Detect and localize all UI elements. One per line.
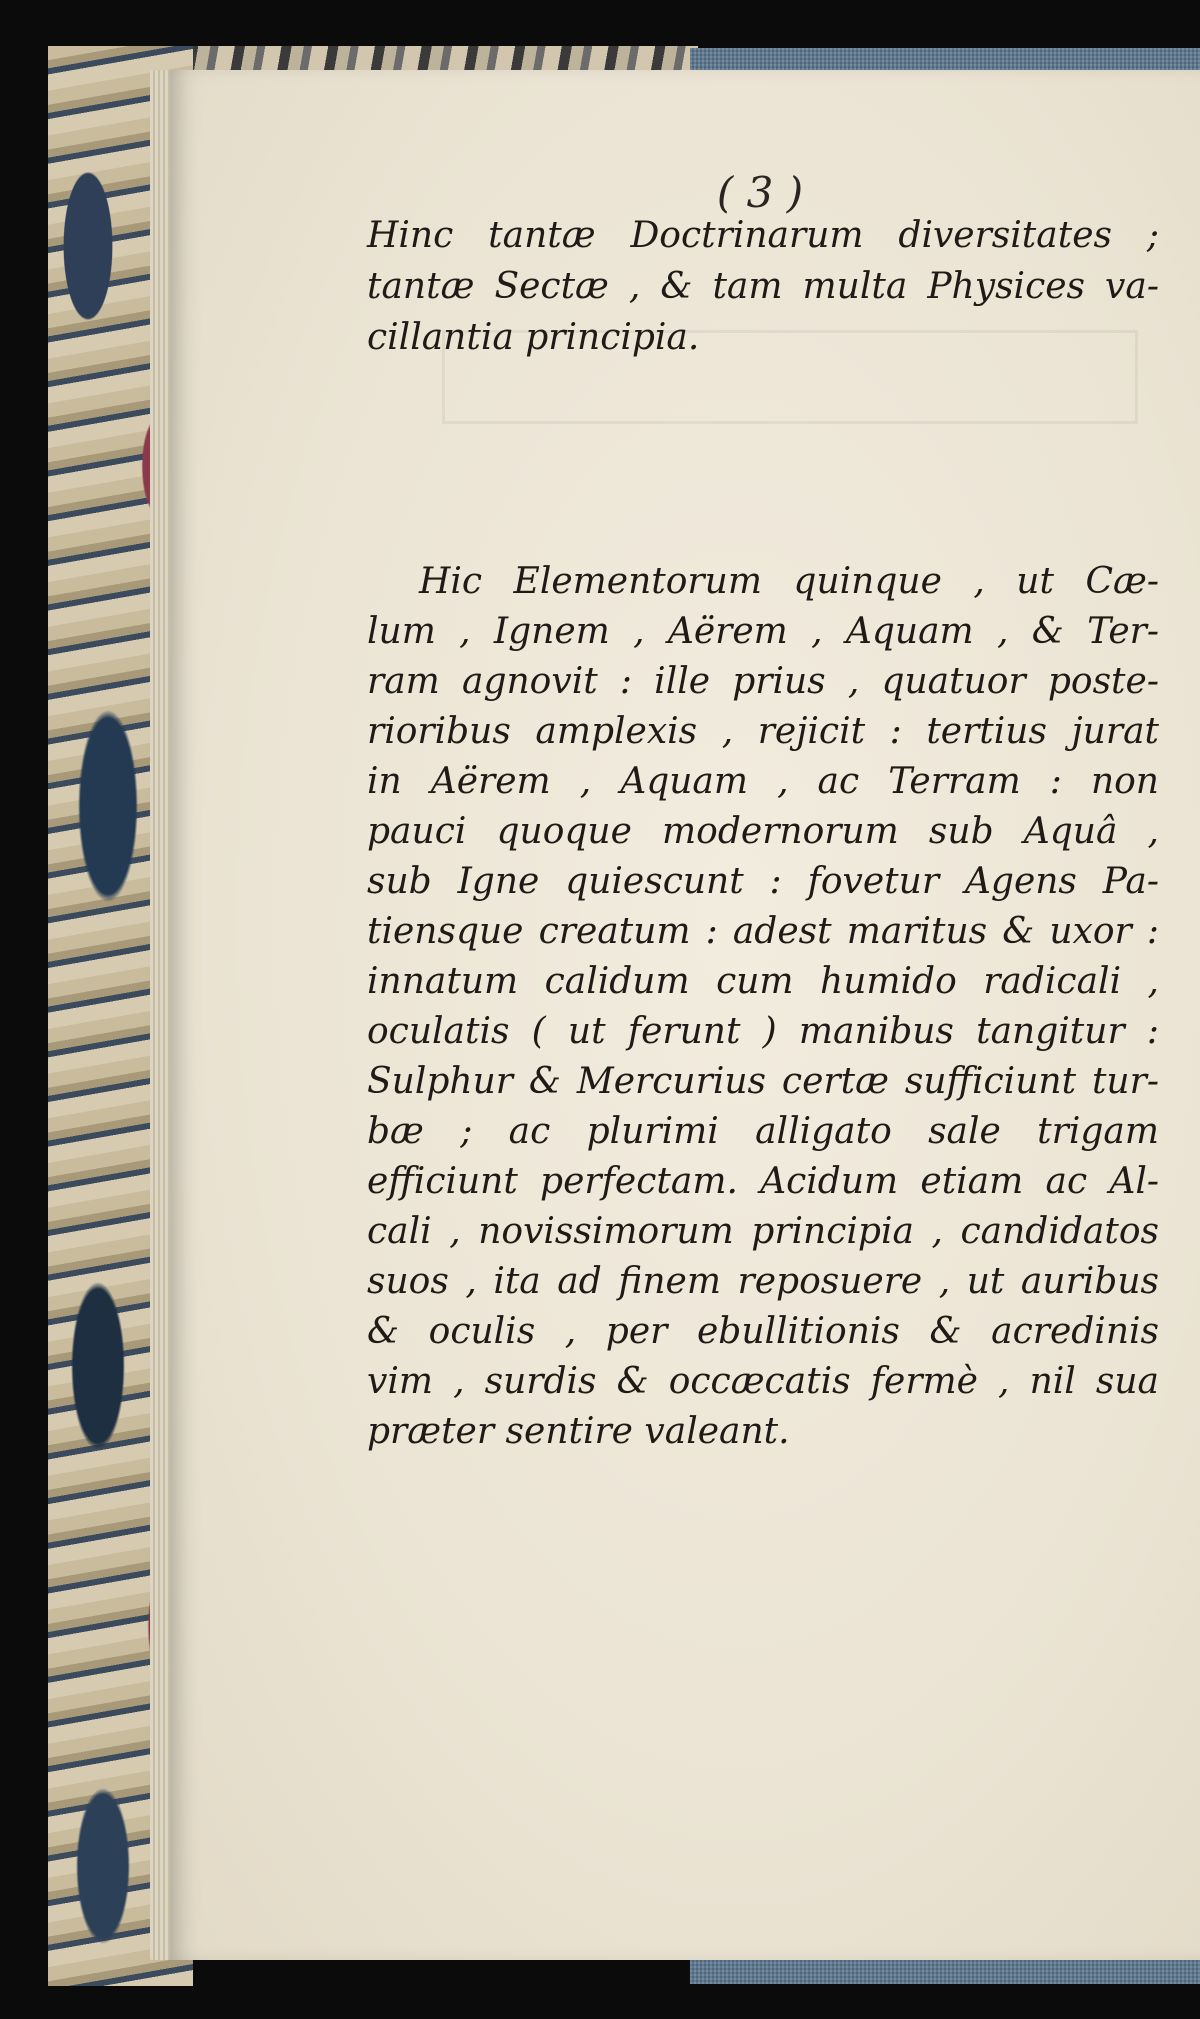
text-line: Sulphur & Mercurius certæ sufficiunt tur- bbox=[367, 1061, 1159, 1102]
text-line: pauci quoque modernorum sub Aquâ , bbox=[367, 811, 1159, 852]
page-number: ( 3 ) bbox=[716, 168, 804, 217]
text-line: sub Igne quiescunt : fovetur Agens Pa- bbox=[367, 861, 1159, 902]
text-line: præter sentire valeant. bbox=[367, 1411, 790, 1452]
text-line: & oculis , per ebullitionis & acredinis bbox=[367, 1311, 1159, 1352]
text-line: ram agnovit : ille prius , quatuor poste- bbox=[367, 661, 1159, 702]
text-line: suos , ita ad finem reposuere , ut auribus bbox=[367, 1261, 1159, 1302]
text-line: rioribus amplexis , rejicit : tertius jurat bbox=[367, 711, 1159, 752]
text-line: oculatis ( ut ferunt ) manibus tangitur : bbox=[367, 1011, 1159, 1052]
text-line: in Aërem , Aquam , ac Terram : non bbox=[367, 761, 1159, 802]
text-line: innatum calidum cum humido radicali , bbox=[367, 961, 1159, 1002]
text-line: Hinc tantæ Doctrinarum diversitates ; bbox=[367, 215, 1159, 256]
text-line: cali , novissimorum principia , candidatos bbox=[367, 1211, 1159, 1252]
text-line: efficiunt perfectam. Acidum etiam ac Al- bbox=[367, 1161, 1159, 1202]
text-line: cillantia principia. bbox=[367, 317, 700, 358]
text-line: tiensque creatum : adest maritus & uxor : bbox=[367, 911, 1159, 952]
text-line: lum , Ignem , Aërem , Aquam , & Ter- bbox=[367, 611, 1159, 652]
text-line: Hic Elementorum quinque , ut Cæ- bbox=[419, 561, 1159, 602]
text-line: bæ ; ac plurimi alligato sale trigam bbox=[367, 1111, 1159, 1152]
text-line: tantæ Sectæ , & tam multa Physices va- bbox=[367, 266, 1159, 307]
text-line: vim , surdis & occæcatis fermè , nil sua bbox=[367, 1361, 1159, 1402]
